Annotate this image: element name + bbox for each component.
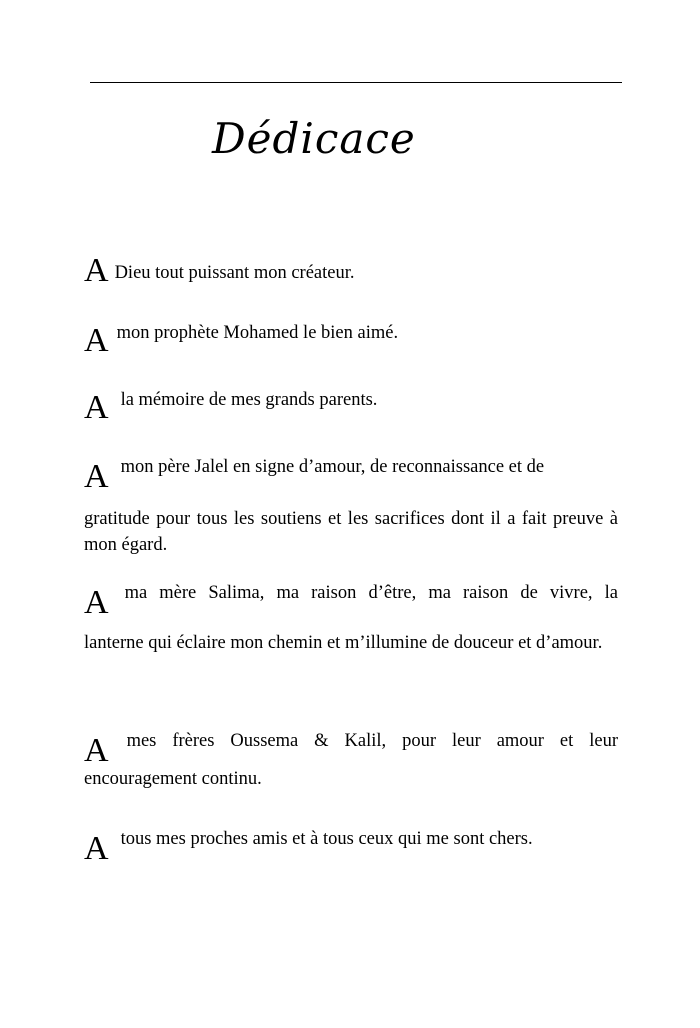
paragraph-text: Dieu tout puissant mon créateur.	[114, 263, 355, 283]
paragraph-continuation: encouragement continu.	[84, 769, 262, 789]
paragraph-text: tous mes proches amis et à tous ceux qui me sont chers.	[120, 829, 533, 849]
dedication-paragraph	[84, 379, 618, 426]
drop-cap: A	[84, 389, 109, 426]
drop-cap: A	[84, 830, 109, 867]
paragraph-first-line	[84, 254, 618, 288]
dedication-paragraph	[84, 446, 618, 558]
dedication-paragraph	[84, 312, 618, 359]
drop-cap: A	[84, 458, 109, 495]
drop-cap: A	[84, 252, 109, 289]
paragraph-first-line	[84, 446, 618, 495]
paragraph-continuation: lanterne qui éclaire mon chemin et m’illumine de douceur et d’amour.	[84, 633, 603, 653]
drop-cap: A	[84, 732, 109, 769]
drop-cap: A	[84, 584, 109, 621]
paragraph-text: ma mère Salima, ma raison d’être, ma raison de vivre, la	[124, 583, 618, 603]
drop-cap: A	[84, 322, 109, 359]
paragraph-first-line	[84, 572, 618, 621]
paragraph-text: mon père Jalel en signe d’amour, de reconnaissance et de	[120, 457, 545, 477]
paragraph-text: mon prophète Mohamed le bien aimé.	[116, 323, 399, 343]
paragraph-first-line	[84, 818, 618, 867]
paragraph-first-line	[84, 312, 618, 359]
paragraph-first-line	[84, 379, 618, 426]
dedication-paragraph	[84, 254, 618, 288]
paragraph-text: mes frères Oussema & Kalil, pour leur amour et leur	[126, 731, 618, 751]
paragraph-continuation: gratitude pour tous les soutiens et les sacrifices dont il a fait preuve à mon égard.	[84, 509, 618, 555]
paragraph-text: la mémoire de mes grands parents.	[120, 390, 378, 410]
dedication-paragraph	[84, 572, 618, 656]
dedication-paragraph	[84, 818, 618, 867]
top-rule	[90, 82, 622, 83]
page-title: Dédicace	[212, 114, 416, 163]
paragraph-first-line	[84, 720, 618, 769]
dedication-paragraph	[84, 720, 618, 792]
